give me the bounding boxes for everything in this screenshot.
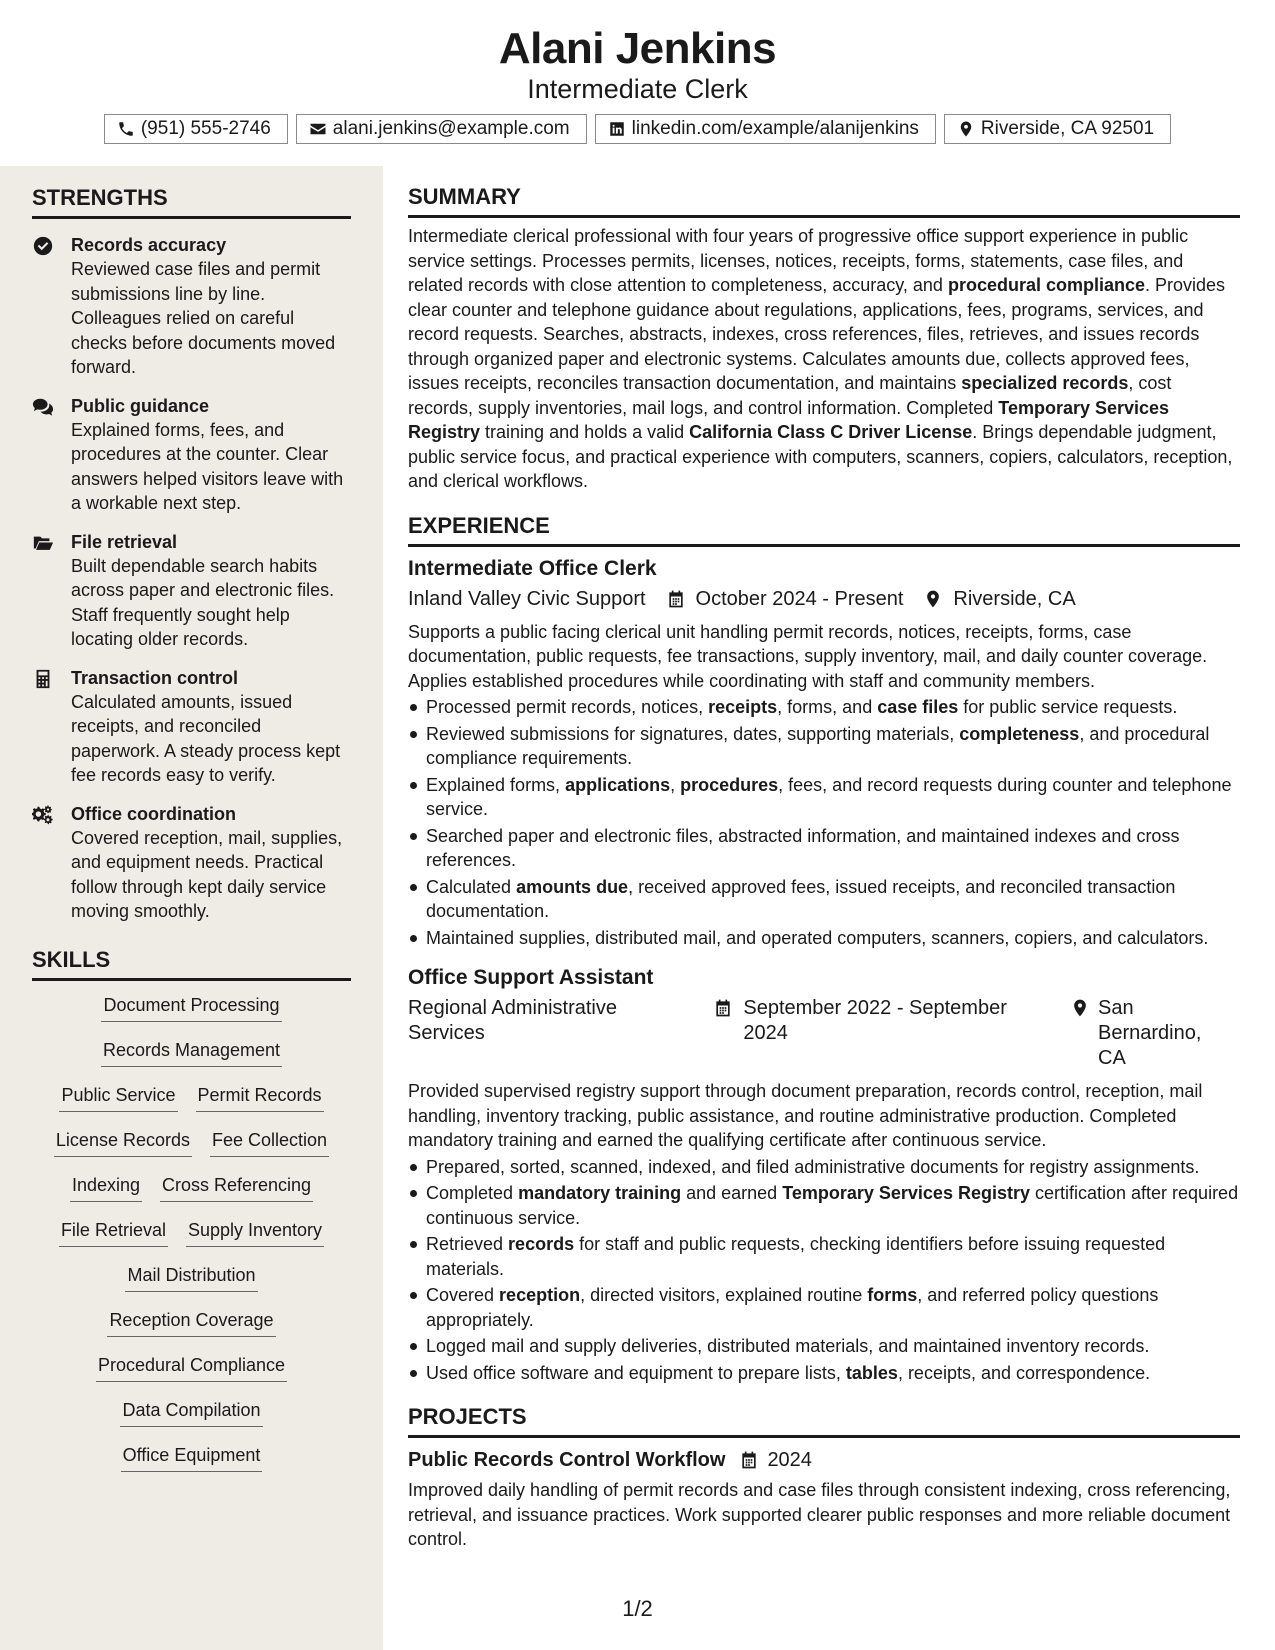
contact-location[interactable]	[944, 114, 1171, 144]
bold-phrase: mandatory training	[518, 1183, 682, 1203]
text-run: Used office software and equipment to prepare lists,	[426, 1362, 846, 1383]
bullet-item	[408, 926, 1240, 951]
text-run: and earned	[681, 1183, 783, 1203]
skill-row	[32, 1083, 351, 1128]
contact-phone-text: (951) 555-2746	[140, 118, 271, 139]
skill-tag: Permit Records	[196, 1083, 324, 1112]
contact-location-text: Riverside, CA 92501	[980, 118, 1155, 139]
strength-description: Covered reception, mail, supplies, and equipment needs. Practical follow through kept daily service moving smoothly.	[71, 827, 343, 921]
text-run: Maintained supplies, distributed mail, and operated computers, scanners, copiers, and calculators.	[426, 927, 1209, 948]
strength-title: Records accuracy	[71, 235, 227, 255]
text-run: , directed visitors, explained routine	[580, 1285, 868, 1305]
skill-tag: Indexing	[70, 1173, 142, 1202]
linkedin-icon	[608, 120, 626, 138]
job-company: Regional Administrative Services	[408, 997, 617, 1044]
bold-phrase: Temporary Services Registry	[782, 1183, 1030, 1203]
job-title: Intermediate Office Clerk	[408, 556, 657, 580]
project-year: 2024	[767, 1449, 812, 1471]
experience-heading: EXPERIENCE	[408, 512, 1240, 547]
strength-item	[32, 530, 351, 652]
text-run: Processed permit records, notices,	[426, 697, 709, 717]
summary-section	[408, 183, 1240, 494]
resume-header	[0, 0, 1275, 166]
skill-tag: Records Management	[101, 1038, 282, 1067]
text-run: , and referred policy questions appropriately.	[426, 1285, 1159, 1330]
main-column	[408, 166, 1240, 1552]
comments-icon	[32, 396, 54, 418]
contact-linkedin[interactable]	[595, 114, 936, 144]
job-entry	[408, 964, 1240, 1385]
summary-text	[408, 224, 1240, 494]
calculator-icon	[32, 668, 54, 690]
text-run: Reviewed submissions for signatures, dates, supporting materials,	[426, 723, 960, 744]
projects-heading: PROJECTS	[408, 1403, 1240, 1438]
bold-phrase: reception	[499, 1285, 581, 1305]
bullet-item	[408, 1283, 1240, 1332]
bold-phrase: case files	[877, 697, 959, 717]
job-list	[408, 555, 1240, 1386]
job-location	[923, 587, 1075, 612]
skill-tag: File Retrieval	[59, 1218, 168, 1247]
strength-item	[32, 802, 351, 924]
job-description: Supports a public facing clerical unit handling permit records, notices, receipts, forms, case documentation, public requests, fee transactions, supply inventory, mail, and daily counter coverage. Applies established procedures while coordinating with staff and community members.	[408, 621, 1208, 691]
strength-title: File retrieval	[71, 531, 178, 552]
skill-row	[32, 1308, 351, 1353]
candidate-title: Intermediate Clerk	[527, 74, 748, 104]
map-pin-icon	[957, 120, 975, 138]
candidate-name: Alani Jenkins	[498, 24, 777, 73]
job-company: Inland Valley Civic Support	[408, 587, 646, 610]
skill-tag: Data Compilation	[120, 1398, 262, 1427]
projects-section	[408, 1403, 1240, 1552]
contact-phone[interactable]	[104, 114, 288, 144]
skill-row	[32, 1443, 351, 1488]
bullet-item	[408, 875, 1240, 924]
bold-phrase: forms	[867, 1285, 918, 1305]
gears-icon	[32, 804, 54, 826]
skill-tag: Document Processing	[101, 993, 281, 1022]
text-run: . Provides clear counter and telephone guidance about regulations, applications, fees, programs, services, and record requests. Searches, abstracts, indexes, cross references, files, retrieves, and issues records through organized paper and electronic systems. Calculates amounts due, collects approved fees, issues receipts, reconciles transaction documentation, and maintains	[408, 275, 1226, 393]
strength-description: Reviewed case files and permit submissions line by line. Colleagues relied on careful checks before documents moved forward.	[71, 259, 336, 377]
text-run: , forms, and	[777, 697, 878, 717]
strength-description: Explained forms, fees, and procedures at the counter. Clear answers helped visitors leave with a workable next step.	[71, 419, 344, 513]
skill-row	[32, 1263, 351, 1308]
text-run: Covered	[426, 1285, 500, 1305]
experience-section	[408, 512, 1240, 1386]
text-run: , receipts, and correspondence.	[897, 1362, 1151, 1383]
text-run: , and procedural compliance requirements.	[426, 723, 1210, 768]
text-run: , received approved fees, issued receipts, and reconciled transaction documentation.	[426, 876, 1176, 921]
bold-phrase: California Class C Driver License	[689, 422, 973, 442]
bold-phrase: procedures	[680, 774, 779, 795]
job-dates	[666, 587, 904, 612]
contact-email-text: alani.jenkins@example.com	[332, 118, 570, 139]
text-run: Completed	[426, 1183, 519, 1203]
strength-item	[32, 666, 351, 788]
skill-tag: Office Equipment	[121, 1443, 263, 1472]
skill-row	[32, 993, 351, 1038]
bold-phrase: procedural compliance	[947, 275, 1146, 295]
skill-tag: Supply Inventory	[186, 1218, 324, 1247]
job-dates	[713, 996, 1050, 1046]
calendar-icon	[739, 1450, 759, 1470]
skill-row	[32, 1173, 351, 1218]
bold-phrase: applications	[565, 774, 671, 795]
page-number: 1/2	[622, 1596, 653, 1621]
envelope-icon	[309, 120, 327, 138]
text-run: training and holds a valid	[480, 422, 690, 442]
map-pin-icon	[1070, 998, 1090, 1018]
job-location-text: Riverside, CA	[953, 587, 1076, 610]
job-dates-text: October 2024 - Present	[695, 587, 904, 610]
text-run: certification after required continuous service.	[426, 1183, 1239, 1228]
skills-list	[32, 993, 351, 1488]
sidebar	[0, 166, 383, 1650]
text-run: Calculated	[426, 876, 517, 897]
skill-tag: Fee Collection	[210, 1128, 329, 1157]
bullet-item	[408, 1232, 1240, 1281]
project-date	[739, 1446, 812, 1474]
bold-phrase: specialized records	[961, 373, 1129, 393]
summary-heading: SUMMARY	[408, 183, 1240, 218]
bullet-item	[408, 824, 1240, 873]
strengths-heading: STRENGTHS	[32, 184, 351, 219]
contact-bar	[0, 114, 1275, 144]
job-meta	[408, 996, 1240, 1071]
text-run: for staff and public requests, checking identifiers before issuing requested materials.	[426, 1234, 1166, 1279]
strength-title: Transaction control	[71, 667, 239, 688]
phone-icon	[117, 120, 135, 138]
bold-phrase: tables	[845, 1362, 898, 1383]
job-entry	[408, 555, 1240, 951]
bullet-item	[408, 1155, 1240, 1180]
text-run: , fees, and record requests during counter and telephone service.	[426, 774, 1232, 819]
bullet-item	[408, 722, 1240, 771]
strength-description: Built dependable search habits across paper and electronic files. Staff frequently sought help locating older records.	[71, 555, 335, 649]
contact-email[interactable]	[296, 114, 587, 144]
bullet-item	[408, 1181, 1240, 1230]
text-run: Prepared, sorted, scanned, indexed, and filed administrative documents for registry assignments.	[426, 1156, 1200, 1177]
skill-row	[32, 1398, 351, 1443]
text-run: , cost records, supply inventories, mail logs, and control information. Completed	[408, 373, 1172, 418]
job-bullets	[408, 1155, 1240, 1386]
map-pin-icon	[923, 589, 943, 609]
bold-phrase: Temporary Services Registry	[408, 397, 1170, 442]
project-header	[408, 1446, 1240, 1474]
bullet-item	[408, 695, 1240, 720]
folder-open-icon	[32, 532, 54, 554]
text-run: Intermediate clerical professional with four years of progressive office support experience in public service settings. Processes permits, licenses, notices, receipts, forms, statements, case files, and related records with close attention to completeness, accuracy, and	[408, 226, 1189, 295]
skill-row	[32, 1218, 351, 1263]
job-location-text: San Bernardino, CA	[1098, 997, 1202, 1069]
bold-phrase: records	[508, 1234, 575, 1254]
text-run: Retrieved	[426, 1234, 509, 1254]
job-location	[1070, 996, 1220, 1071]
text-run: Searched paper and electronic files, abstracted information, and maintained indexes and cross references.	[426, 825, 1180, 870]
bullet-item	[408, 1334, 1240, 1359]
strength-item	[32, 394, 351, 516]
bold-phrase: completeness	[959, 723, 1080, 744]
job-meta	[408, 587, 1240, 612]
check-circle-icon	[32, 235, 54, 257]
text-run: . Brings dependable judgment, public service focus, and practical experience with computers, scanners, copiers, calculators, reception, and clerical workflows.	[408, 422, 1233, 491]
contact-linkedin-text: linkedin.com/example/alanijenkins	[631, 118, 919, 139]
text-run: for public service requests.	[958, 697, 1178, 717]
bullet-item	[408, 773, 1240, 822]
skill-tag: Cross Referencing	[160, 1173, 313, 1202]
text-run: ,	[670, 774, 681, 795]
bullet-item	[408, 1361, 1240, 1386]
strength-item	[32, 233, 351, 380]
bold-phrase: receipts	[708, 697, 778, 717]
calendar-icon	[666, 589, 686, 609]
strength-title: Public guidance	[71, 395, 210, 416]
job-title: Office Support Assistant	[408, 966, 654, 989]
bold-phrase: amounts due	[516, 876, 629, 897]
skill-tag: Procedural Compliance	[96, 1353, 287, 1382]
skill-tag: Reception Coverage	[107, 1308, 275, 1337]
job-description: Provided supervised registry support through document preparation, records control, reception, mail handling, inventory tracking, public assistance, and routine administrative production. Completed mandatory training and earned the qualifying certificate after continuous service.	[408, 1081, 1203, 1150]
skill-row	[32, 1038, 351, 1083]
project-description: Improved daily handling of permit records and case files through consistent indexing, cross referencing, retrieval, and issuance practices. Work supported clearer public responses and more reliable document control.	[408, 1480, 1231, 1549]
text-run: Explained forms,	[426, 774, 566, 795]
skill-row	[32, 1128, 351, 1173]
skill-tag: License Records	[54, 1128, 192, 1157]
skill-row	[32, 1353, 351, 1398]
skills-heading: SKILLS	[32, 946, 351, 981]
project-name: Public Records Control Workflow	[408, 1449, 726, 1471]
job-dates-text: September 2022 - September 2024	[743, 997, 1007, 1044]
job-bullets	[408, 695, 1240, 950]
skill-tag: Mail Distribution	[125, 1263, 257, 1292]
strength-description: Calculated amounts, issued receipts, and reconciled paperwork. A steady process kept fee records easy to verify.	[71, 691, 341, 785]
strength-title: Office coordination	[71, 803, 237, 824]
text-run: Logged mail and supply deliveries, distributed materials, and maintained inventory records.	[426, 1336, 1150, 1356]
calendar-icon	[713, 998, 733, 1018]
skill-tag: Public Service	[59, 1083, 177, 1112]
